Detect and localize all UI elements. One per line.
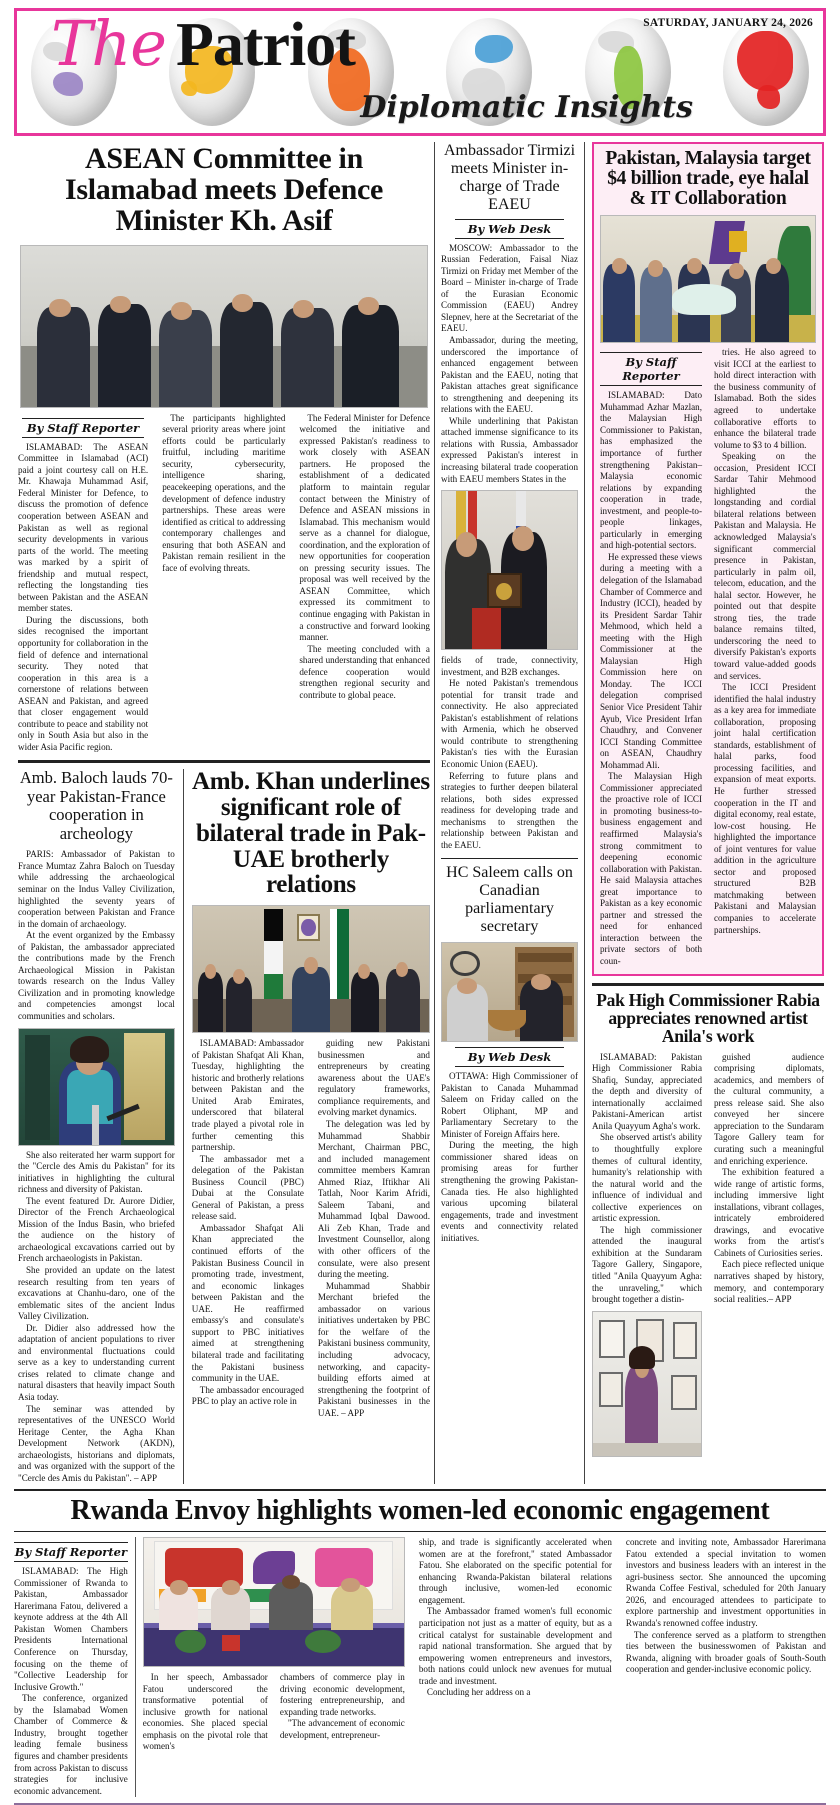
saleem-byline: By Web Desk (455, 1047, 565, 1067)
saleem-headline: HC Saleem calls on Canadian parliamentary secretary (446, 864, 573, 936)
baloch-para-1: At the event organized by the Embassy of Pakistan, the ambassador appreciated the contributions made by the French Archaeological Mission in Pakistan towards research on the Indus Valley Civilization and in promoting knowledge and competencies amongst local communities and scholars. (18, 930, 175, 1021)
rabia-photo (592, 1311, 702, 1457)
rwanda-p4-0: ship, and trade is significantly accelerated when women are at the forefront," stated Ambassador Fatou. She elaborated on the specific potential for enhancing Rwanda-Pakistan bilateral relations through inclusive, women-led economic engagement. (418, 1537, 612, 1605)
tirmizi-byline: By Web Desk (455, 219, 565, 239)
baloch-para-5: Dr. Didier also addressed how the adaptation of ancient populations to river and environmental fluctuations could serve as a key to understanding current crises related to climate change and natural disasters that heavily impact South Asia today. (18, 1322, 175, 1402)
khan-para-r1: The delegation was led by Muhammad Shabbir Merchant, Chairman PBC, and included management committee members Kamran Ahmed Riaz, Iftikhar Ali Tatlah, Noor Karim Afridi, Saleem Tabani, and Muhammad Iqbal Dawood. Ali Zeb Khan, Trade and Investment Counsellor, along with other officers of the consulate, were also present during the meeting. (317, 1119, 430, 1280)
malaysia-photo (600, 215, 816, 343)
lead-para-1: During the discussions, both sides recognised the important opportunity for collaboration in the field of defence and international security. They noted that cooperation in this area is a cornerstone of relations between ASEAN and Pakistan, and agreed that closer engagement would contribute to peace and stability not only in South Asia but also in the wider Asia Pacific region. (18, 614, 149, 752)
malaysia-byline: By Staff Reporter (600, 352, 702, 386)
rabia-para-r2: Each piece reflected unique narratives shaped by history, memory, and contemporary social realities.– APP (714, 1259, 824, 1305)
saleem-para-1: During the meeting, the high commissioner shared ideas on promising areas for further strengthening the growing Pakistan-Canada ties. He also highlighted various upcoming bilateral engagements, trade and investment events and connectivity related initiatives. (441, 1140, 578, 1243)
malaysia-para-l0: ISLAMABAD: Dato Muhammad Azhar Mazlan, the Malaysian High Commissioner to Pakistan, has emphasized the importance of further strengthening Pakistan–Malaysia economic relations by expanding cooperation in trade, investment, and people-to-people linkages, particularly in emerging and high-potential sectors. (600, 390, 702, 551)
article-malaysia (592, 142, 824, 976)
tirmizi-para-2: While underlining that Pakistan attached immense significance to its relations with Russia, Ambassador expressed Pakistan's interest in increasing bilateral trade cooperation with EAEU members States in the (441, 415, 578, 484)
rwanda-headline: Rwanda Envoy highlights women-led economic engagement (70, 1495, 770, 1527)
malaysia-para-l2: The Malaysian High Commissioner appreciated the proactive role of ICCI in promoting business-to-business engagement and reaffirmed Malaysia's strong commitment to deepening economic collaboration with Pakistan. He said Malaysia attaches great importance to Pakistan as a key economic partner and stressed the need for enhanced interaction between the private sectors of both coun- (600, 771, 702, 967)
masthead-subtitle: Diplomatic Insights (360, 90, 693, 125)
tirmizi-para-3: fields of trade, connectivity, investment, and B2B exchanges. (441, 655, 578, 677)
malaysia-headline: Pakistan, Malaysia target $4 billion trade, eye halal & IT Collaboration (605, 148, 811, 210)
lead-byline: By Staff Reporter (22, 418, 144, 438)
khan-para-l2: Ambassador Shafqat Ali Khan appreciated the continued efforts of the Pakistan Business Council in promoting trade, investment, and economic linkages between Pakistan and the UAE. He reaffirmed embassy's and consulate's support to PBC initiatives aimed at strengthening bilateral trade and facilitating the Pakistani business community in the UAE. (191, 1222, 304, 1384)
rabia-para-r0: guished audience comprising diplomats, academics, and members of the cultural community, a press release said. She also conveyed her sincere appreciation to the Sundaram Tagore Gallery team for curating such a meaningful and enriching experience. (714, 1051, 824, 1166)
article-tirmizi (441, 142, 578, 851)
article-saleem (441, 864, 578, 1244)
tirmizi-photo (441, 490, 578, 650)
baloch-headline: Amb. Baloch lauds 70-year Pakistan-France cooperation in archeology (19, 768, 173, 843)
rwanda-p5-0: concrete and inviting note, Ambassador Harerimana Fatou extended a special invitation to women investors and business leaders with an interest in the agri-business sector. She announced the upcoming Rwanda Coffee Festival, scheduled for 20th January 2026, and encouraged attendees to participate to explore partnership and investment opportunities in Rwanda's renowned coffee industry. (625, 1537, 826, 1629)
tirmizi-para-5: Referring to future plans and strategies to further deepen bilateral relations, both sides expressed readiness for developing trade and mechanisms to strengthen the relationship between Pakistan and the EAEU. (441, 770, 578, 850)
baloch-para-3: The event featured Dr. Aurore Didier, Director of the French Archaeological Mission of the Indus Basin, who briefed the audience on the history of archaeological excavations carried out by French archaeologists in Pakistan. (18, 1195, 175, 1264)
divider-tirmizi (441, 858, 578, 859)
khan-para-l0: ISLAMABAD: Ambassador of Pakistan Shafqat Ali Khan, Tuesday, highlighting the historic and brotherly relations between Pakistan and the United Arab Emirates, underscored that bilateral trade played a pivotal role in further cementing this partnership. (191, 1038, 304, 1153)
tirmizi-headline: Ambassador Tirmizi meets Minister in-charge of Trade EAEU (443, 142, 576, 213)
masthead-title (51, 8, 355, 80)
khan-para-l1: The ambassador met a delegation of the Pakistan Business Council (PBC) Dubai at the Consulate General of Pakistan, a press release said. (191, 1153, 304, 1222)
divider-malaysia (592, 983, 824, 986)
masthead-date: SATURDAY, JANUARY 24, 2026 (643, 17, 813, 29)
baloch-para-2: She also reiterated her warm support for the "Cercle des Amis du Pakistan" for its initiatives in highlighting the cultural richness and diversity of Pakistan. (18, 1149, 175, 1195)
lead-para-2: The participants highlighted several priority areas where joint efforts could be particularly fruitful, including maritime security, cybersecurity, intelligence sharing, peacekeeping operations, and the development of defence industry partnerships. These areas were identified as critical to addressing contemporary challenges and ensuring that both ASEAN and Pakistan remain resilient in the face of evolving threats. (162, 412, 286, 573)
rwanda-byline: By Staff Reporter (14, 1542, 128, 1562)
rwanda-p5-1: The conference served as a platform to strengthen ties between the businesswomen of Pakistan and Rwanda, aligning with broader goals of South-South cooperation and gender-inclusive economic policy. (625, 1629, 826, 1675)
column-right (584, 142, 824, 1484)
rabia-para-l1: She observed artist's ability to thoughtfully explore themes of cultural identity, humanity's relationship with the natural world and the influence of individual and collective experiences on artistic expression. (592, 1132, 702, 1224)
baloch-para-4: She provided an update on the latest research resulting from ten years of excavations at Chanhu-daro, one of the emblematic sites of the ancient Indus Valley Civilization. (18, 1264, 175, 1322)
saleem-photo (441, 942, 578, 1042)
baloch-para-6: The seminar was attended by representatives of the UNESCO World Heritage Center, the Agha Khan Development Network (AKDN), archaeologists, historians and diplomats, and was organized with the support of the "Cercle des Amis du Pakistan". – APP (18, 1403, 175, 1483)
rwanda-p3-1: "The advancement of economic development, entrepreneur- (279, 1718, 405, 1740)
malaysia-para-r1: Speaking on the occasion, President ICCI Sardar Tahir Mehmood highlighted the longstanding and cordial bilateral relations between Pakistan and Malaysia. He acknowledged Malaysia's significant commercial presence in Pakistan, particularly in palm oil, telecom, education, and the halal sector. However, he pointed out that despite strong ties, the trade balance remains tilted, underscoring the need to diversify Pakistan's exports toward value-added goods and services. (714, 451, 816, 681)
khan-para-r0: guiding new Pakistani businessmen and entrepreneurs by creating awareness about the UAE's regulatory frameworks, compliance requirements, and evolving market dynamics. (317, 1038, 430, 1118)
malaysia-para-r2: The ICCI President identified the halal industry as a key area for immediate collaboration, proposing joint halal certification standards, establishment of halal parks, food processing facilities, and expansion of meat exports. He further stressed cooperation in the IT and digital economy, real estate, low-cost housing. He highlighted the importance of joint ventures for value addition in the agriculture sector and proposed structured B2B matchmaking between Pakistani and Malaysian companies to accelerate partnerships. (714, 682, 816, 935)
column-middle (434, 142, 584, 1484)
article-khan (183, 769, 430, 1484)
malaysia-para-l1: He expressed these views during a meeting with a delegation of the Islamabad Chamber of Commerce and Industry (ICCI), headed by its President Sardar Tahir Mehmood, which held a meeting with the High Commissioner at the Malaysian High Commission here on Monday. The ICCI delegation comprised Senior Vice President Tahir Ayub, Vice President Irfan Chaudhry, and Convener ICCI Standing Committee on ASEAN, Chaudhry Mohammad Ali. (600, 551, 702, 770)
rwanda-p3-0: chambers of commerce play in driving economic development, fostering entrepreneurship, and expanding trade networks. (279, 1672, 405, 1717)
rwanda-p1-1: The conference, organized by the Islamabad Women Chamber of Commerce & Industry, brought together leading female business figures and chamber presidents from across Pakistan to discuss strategies for inclusive economic advancement. (14, 1693, 128, 1796)
rabia-para-r1: The exhibition featured a wide range of artistic forms, including immersive light installations, vibrant collages, intricately embroidered drawings, and evocative works from the artist's Cabinets of Curiosities series. (714, 1167, 824, 1258)
rabia-headline: Pak High Commissioner Rabia appreciates renowned artist Anila's work (596, 989, 820, 1046)
lead-headline: ASEAN Committee in Islamabad meets Defence Minister Kh. Asif (64, 142, 384, 237)
rwanda-p2-0: In her speech, Ambassador Fatou underscored the transformative potential of inclusive growth for national economies. She placed special emphasis on the pivotal role that women's (142, 1672, 268, 1752)
article-rwanda (14, 1489, 826, 1797)
khan-para-l3: The ambassador encouraged PBC to play an active role in (191, 1384, 304, 1407)
khan-headline: Amb. Khan underlines significant role of bilateral trade in Pak-UAE brotherly relations (191, 768, 430, 899)
globe-north-america-icon (723, 18, 809, 126)
lead-photo (20, 245, 428, 408)
divider-lead (18, 760, 430, 763)
lead-para-0: ISLAMABAD: The ASEAN Committee in Islamabad (ACI) paid a joint courtesy call on H.E. Mr. Khawaja Muhammad Asif, Federal Minister for Defence, to discuss the promotion of defence cooperation between ASEAN and Pakistan as well as regional security developments in various parts of the world. The meeting was marked by a spirit of friendship and mutual respect, reflecting the longstanding ties between Pakistan and the ASEAN member states. (18, 441, 149, 614)
rwanda-photo (143, 1537, 405, 1667)
rwanda-p4-2: Concluding her address on a (426, 1687, 531, 1698)
malaysia-para-r0: tries. He also agreed to visit ICCI at the earliest to hold direct interaction with the business community of Islamabad. Both the sides agreed to undertake collaborative efforts to enhance the bilateral trade volume to $3 to 4 billion. (714, 347, 816, 450)
rwanda-p1-0: ISLAMABAD: The High Commissioner of Rwanda to Pakistan, Ambassador Harerimana Fatou, delivered a keynote address at the 4th All Pakistan Women Chambers Presidents International Conference on Thursday, focusing on the theme of "Collective Leadership for Inclusive Growth." (14, 1566, 128, 1692)
lead-para-4: The meeting concluded with a shared understanding that enhanced defence cooperation would strengthen regional security and contribute to global peace. (299, 643, 430, 700)
masthead-title-name: Patriot (175, 11, 355, 79)
baloch-photo (18, 1028, 175, 1146)
masthead (14, 8, 826, 136)
tirmizi-para-1: Ambassador, during the meeting, underscored the importance of enhanced engagement between Pakistan and the EAEU, noting that Pakistan attaches great significance to strengthening and deepening its relations with the EAEU. (441, 335, 578, 415)
top-zone (14, 142, 826, 1484)
khan-para-r2: Muhammad Shabbir Merchant briefed the ambassador on various initiatives undertaken by PBC for the welfare of the Pakistani business community, including advocacy, networking, and capacity-building efforts aimed at strengthening the footprint of Pakistani businesses in the UAE. – APP (317, 1280, 430, 1418)
tirmizi-para-4: He noted Pakistan's tremendous potential for transit trade and connectivity. He also appreciated Pakistan's establishment of relations with Armenia, which he observed would contribute to strengthening Pakistan's ties with the Eurasian Economic Union (EAEU). (441, 678, 578, 770)
article-rabia (592, 991, 824, 1457)
rabia-para-l0: ISLAMABAD: Pakistan High Commissioner Rabia Shafiq, Sunday, appreciated the depth and diversity of internationally acclaimed Pakistani-American artist Anila Quayyum Agha's work. (592, 1051, 702, 1131)
lead-para-3: The Federal Minister for Defence welcomed the initiative and expressed Pakistan's readiness to work closely with ASEAN partners. He proposed the establishment of a dedicated platform to maintain regular contact between the Ministry of Defence and ASEAN missions in Islamabad. This mechanism would serve as a channel for dialogue, coordination, and the exploration of new opportunities for cooperation on pressing security issues. The proposal was well received by the ASEAN Committee, which expressed its commitment to continue engaging with Pakistan in a constructive and forward looking manner. (299, 412, 430, 643)
rwanda-col-1 (14, 1537, 136, 1797)
rwanda-col-4 (412, 1537, 619, 1797)
baloch-para-0: PARIS: Ambassador of Pakistan to France Mumtaz Zahra Baloch on Tuesday while addressing the archaeological seminar on the Indus Valley Civilization, highlighted the seventy years of cooperation between Pakistan and France in the domain of archaeology. (18, 849, 175, 929)
article-baloch (18, 769, 183, 1484)
column-left (14, 142, 434, 1484)
rwanda-col-5 (619, 1537, 826, 1797)
rwanda-photo-col (136, 1537, 412, 1797)
khan-photo (192, 905, 430, 1033)
rabia-para-l2: The high commissioner attended the inaugural exhibition at the Sundaram Tagore Gallery, Singapore, titled "Anila Quayyum Agha: the unraveling," which brought together a distin- (592, 1224, 702, 1305)
saleem-para-0: OTTAWA: High Commissioner of Pakistan to Canada Muhammad Saleem on Friday called on the Robert Oliphant, MP and Parliamentary Secretary to the Minister of Foreign Affairs here. (441, 1071, 578, 1139)
tirmizi-para-0: MOSCOW: Ambassador to the Russian Federation, Faisal Niaz Tirmizi on Friday met Member of the Board – Minister in-charge of Trade of the Eurasian Economic Commission (EAEU) Andrey Slepnev, here at the Secretariat of the EAEU. (441, 242, 578, 334)
rwanda-p4-1: The Ambassador framed women's full economic participation not just as a matter of equity, but as a critical catalyst for sustainable development and rapid national transformation. She argued that by empowering women entrepreneurs and investors, both nations could unlock new avenues for mutual trade and investment. (418, 1606, 612, 1686)
masthead-title-the: The (51, 8, 166, 80)
